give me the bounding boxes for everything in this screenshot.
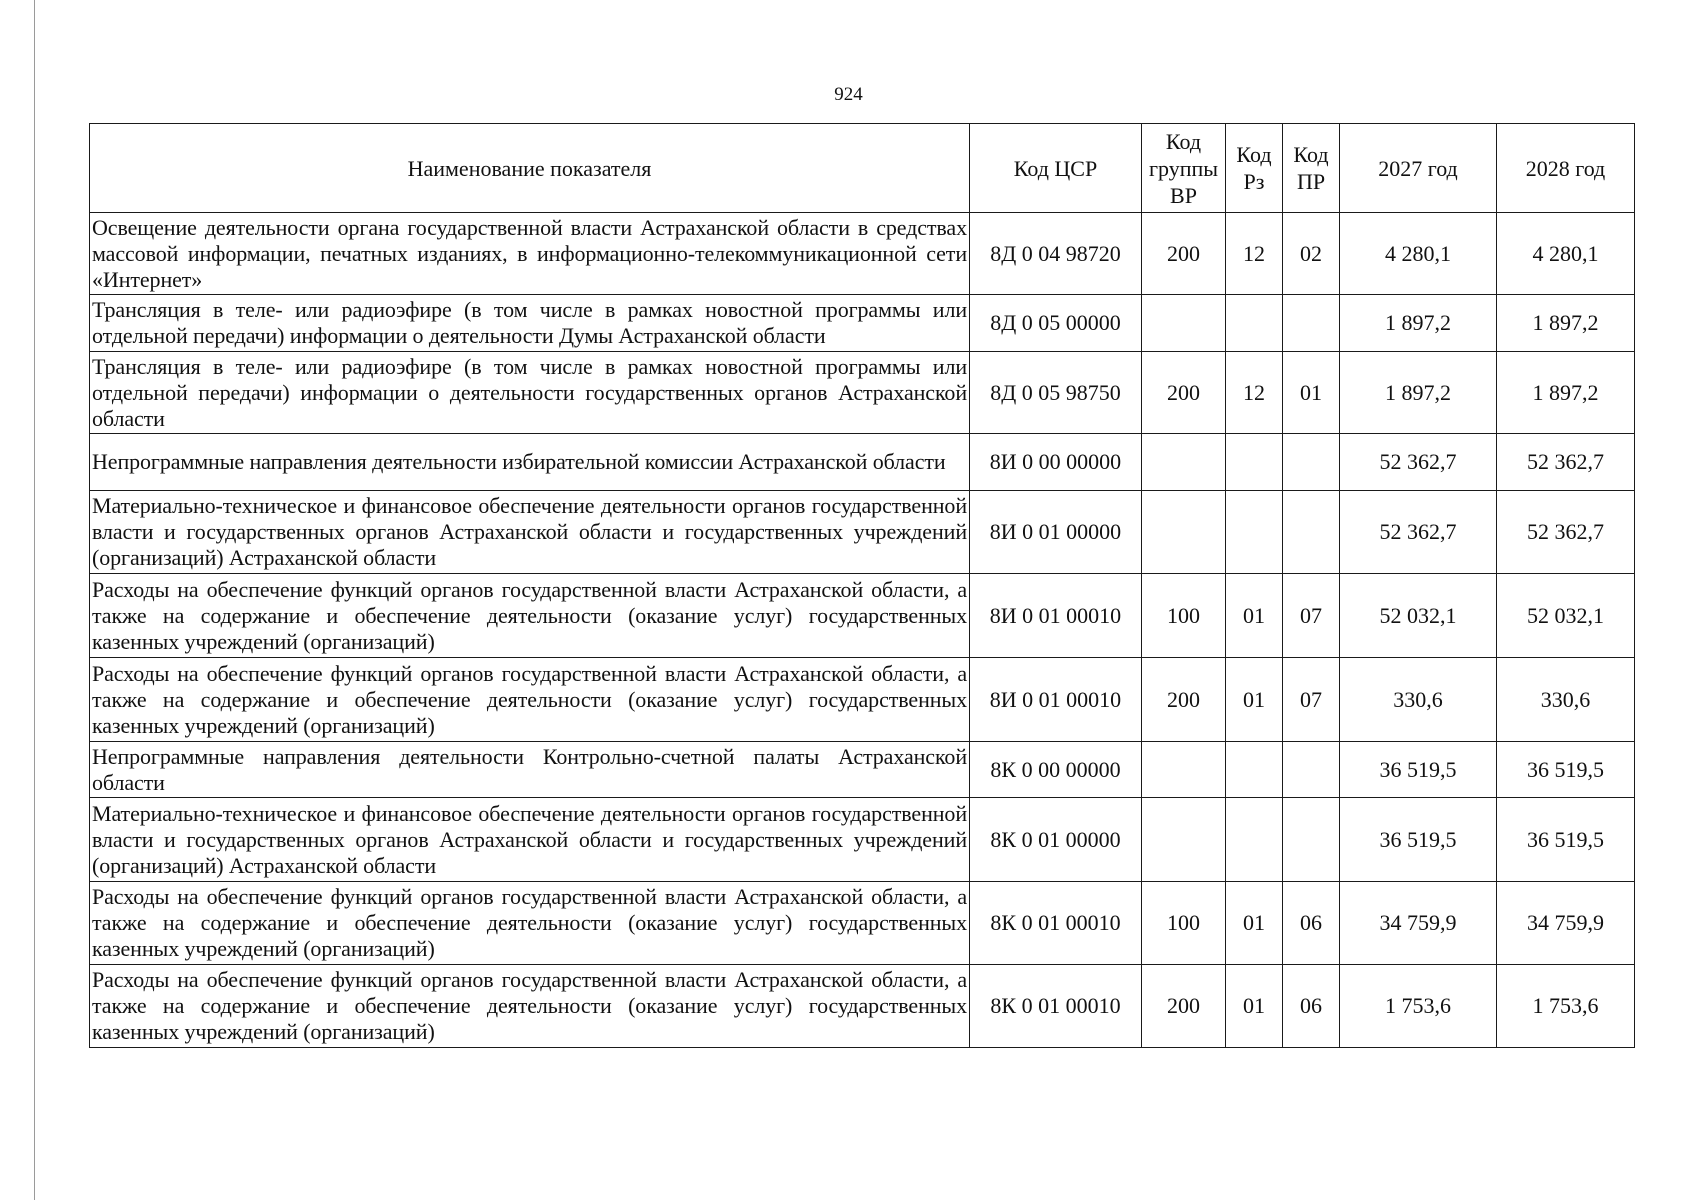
header-pr-line1: Код xyxy=(1293,142,1329,167)
row-pr: 07 xyxy=(1283,574,1340,658)
header-rz-line2: Рз xyxy=(1243,169,1265,194)
budget-table xyxy=(89,123,1635,1048)
row-name: Расходы на обеспечение функций органов государственной власти Астраханской области, а также на содержание и обеспечение деятельности (оказание услуг) государственных казенных учреждений (организаций) xyxy=(90,574,970,658)
row-pr: 06 xyxy=(1283,882,1340,965)
row-rz: 12 xyxy=(1226,352,1283,434)
row-rz: 01 xyxy=(1226,658,1283,742)
row-name: Расходы на обеспечение функций органов государственной власти Астраханской области, а также на содержание и обеспечение деятельности (оказание услуг) государственных казенных учреждений (организаций) xyxy=(90,658,970,742)
row-2027: 1 897,2 xyxy=(1340,352,1497,434)
table-row xyxy=(90,574,1635,658)
row-2028: 1 897,2 xyxy=(1497,352,1635,434)
row-rz xyxy=(1226,491,1283,574)
row-pr xyxy=(1283,491,1340,574)
row-2027: 1 753,6 xyxy=(1340,965,1497,1048)
table-row xyxy=(90,213,1635,295)
row-2027: 52 032,1 xyxy=(1340,574,1497,658)
row-csr: 8К 0 01 00010 xyxy=(970,882,1142,965)
row-pr: 01 xyxy=(1283,352,1340,434)
row-rz: 01 xyxy=(1226,882,1283,965)
header-name: Наименование показателя xyxy=(90,124,970,213)
row-csr: 8И 0 01 00010 xyxy=(970,574,1142,658)
row-csr: 8К 0 01 00000 xyxy=(970,798,1142,882)
row-vr: 200 xyxy=(1142,965,1226,1048)
row-csr: 8И 0 01 00010 xyxy=(970,658,1142,742)
row-csr: 8Д 0 05 00000 xyxy=(970,295,1142,352)
row-2028: 1 753,6 xyxy=(1497,965,1635,1048)
row-pr: 06 xyxy=(1283,965,1340,1048)
row-vr: 200 xyxy=(1142,352,1226,434)
table-row xyxy=(90,434,1635,491)
row-rz: 01 xyxy=(1226,574,1283,658)
margin-line xyxy=(34,0,35,1200)
header-rz-line1: Код xyxy=(1236,142,1272,167)
row-vr: 100 xyxy=(1142,882,1226,965)
header-row xyxy=(90,124,1635,213)
row-name: Трансляция в теле- или радиоэфире (в том числе в рамках новостной программы или отдельной передачи) информации о деятельности Думы Астраханской области xyxy=(90,295,970,352)
row-rz: 01 xyxy=(1226,965,1283,1048)
header-pr xyxy=(1283,124,1340,213)
row-2028: 1 897,2 xyxy=(1497,295,1635,352)
page-number: 924 xyxy=(834,84,863,105)
row-pr: 02 xyxy=(1283,213,1340,295)
row-2028: 52 362,7 xyxy=(1497,491,1635,574)
row-csr: 8К 0 00 00000 xyxy=(970,742,1142,798)
row-2027: 52 362,7 xyxy=(1340,434,1497,491)
row-csr: 8К 0 01 00010 xyxy=(970,965,1142,1048)
row-2028: 52 362,7 xyxy=(1497,434,1635,491)
row-rz xyxy=(1226,798,1283,882)
header-csr: Код ЦСР xyxy=(970,124,1142,213)
row-2027: 330,6 xyxy=(1340,658,1497,742)
row-name: Трансляция в теле- или радиоэфире (в том числе в рамках новостной программы или отдельной передачи) информации о деятельности государственных органов Астраханской области xyxy=(90,352,970,434)
row-vr xyxy=(1142,434,1226,491)
row-2027: 36 519,5 xyxy=(1340,798,1497,882)
row-vr xyxy=(1142,798,1226,882)
header-2028: 2028 год xyxy=(1497,124,1635,213)
row-csr: 8И 0 00 00000 xyxy=(970,434,1142,491)
row-2028: 34 759,9 xyxy=(1497,882,1635,965)
row-rz xyxy=(1226,295,1283,352)
header-vr xyxy=(1142,124,1226,213)
row-pr xyxy=(1283,798,1340,882)
row-vr: 100 xyxy=(1142,574,1226,658)
row-name: Расходы на обеспечение функций органов государственной власти Астраханской области, а также на содержание и обеспечение деятельности (оказание услуг) государственных казенных учреждений (организаций) xyxy=(90,882,970,965)
table-row xyxy=(90,882,1635,965)
table-row xyxy=(90,798,1635,882)
row-csr: 8Д 0 04 98720 xyxy=(970,213,1142,295)
row-name: Расходы на обеспечение функций органов государственной власти Астраханской области, а также на содержание и обеспечение деятельности (оказание услуг) государственных казенных учреждений (организаций) xyxy=(90,965,970,1048)
row-rz xyxy=(1226,434,1283,491)
table-row xyxy=(90,742,1635,798)
header-2027: 2027 год xyxy=(1340,124,1497,213)
row-vr: 200 xyxy=(1142,213,1226,295)
row-name: Непрограммные направления деятельности избирательной комиссии Астраханской области xyxy=(90,434,970,491)
header-vr-line3: ВР xyxy=(1170,182,1197,208)
row-name: Материально-техническое и финансовое обеспечение деятельности органов государственной власти и государственных органов Астраханской области и государственных учреждений (организаций) Астраханской области xyxy=(90,798,970,882)
row-2028: 4 280,1 xyxy=(1497,213,1635,295)
header-rz xyxy=(1226,124,1283,213)
row-2028: 36 519,5 xyxy=(1497,742,1635,798)
row-pr xyxy=(1283,742,1340,798)
row-rz: 12 xyxy=(1226,213,1283,295)
row-2027: 52 362,7 xyxy=(1340,491,1497,574)
header-pr-line2: ПР xyxy=(1296,169,1326,194)
row-pr: 07 xyxy=(1283,658,1340,742)
row-name: Освещение деятельности органа государственной власти Астраханской области в средствах массовой информации, печатных изданиях, в информационно-телекоммуникационной сети «Интернет» xyxy=(90,213,970,295)
row-pr xyxy=(1283,295,1340,352)
row-2028: 52 032,1 xyxy=(1497,574,1635,658)
row-name: Материально-техническое и финансовое обеспечение деятельности органов государственной власти и государственных органов Астраханской области и государственных учреждений (организаций) Астраханской области xyxy=(90,491,970,574)
row-pr xyxy=(1283,434,1340,491)
table-row xyxy=(90,965,1635,1048)
row-2027: 36 519,5 xyxy=(1340,742,1497,798)
header-vr-line2: группы xyxy=(1148,155,1219,181)
row-name: Непрограммные направления деятельности Контрольно-счетной палаты Астраханской области xyxy=(90,742,970,798)
table-row xyxy=(90,658,1635,742)
row-vr xyxy=(1142,491,1226,574)
row-2027: 4 280,1 xyxy=(1340,213,1497,295)
row-2027: 1 897,2 xyxy=(1340,295,1497,352)
header-vr-line1: Код xyxy=(1165,128,1202,154)
table-row xyxy=(90,295,1635,352)
row-2027: 34 759,9 xyxy=(1340,882,1497,965)
row-2028: 330,6 xyxy=(1497,658,1635,742)
table-row xyxy=(90,491,1635,574)
table-row xyxy=(90,352,1635,434)
row-rz xyxy=(1226,742,1283,798)
row-csr: 8И 0 01 00000 xyxy=(970,491,1142,574)
row-vr xyxy=(1142,742,1226,798)
row-vr xyxy=(1142,295,1226,352)
row-csr: 8Д 0 05 98750 xyxy=(970,352,1142,434)
row-2028: 36 519,5 xyxy=(1497,798,1635,882)
row-vr: 200 xyxy=(1142,658,1226,742)
